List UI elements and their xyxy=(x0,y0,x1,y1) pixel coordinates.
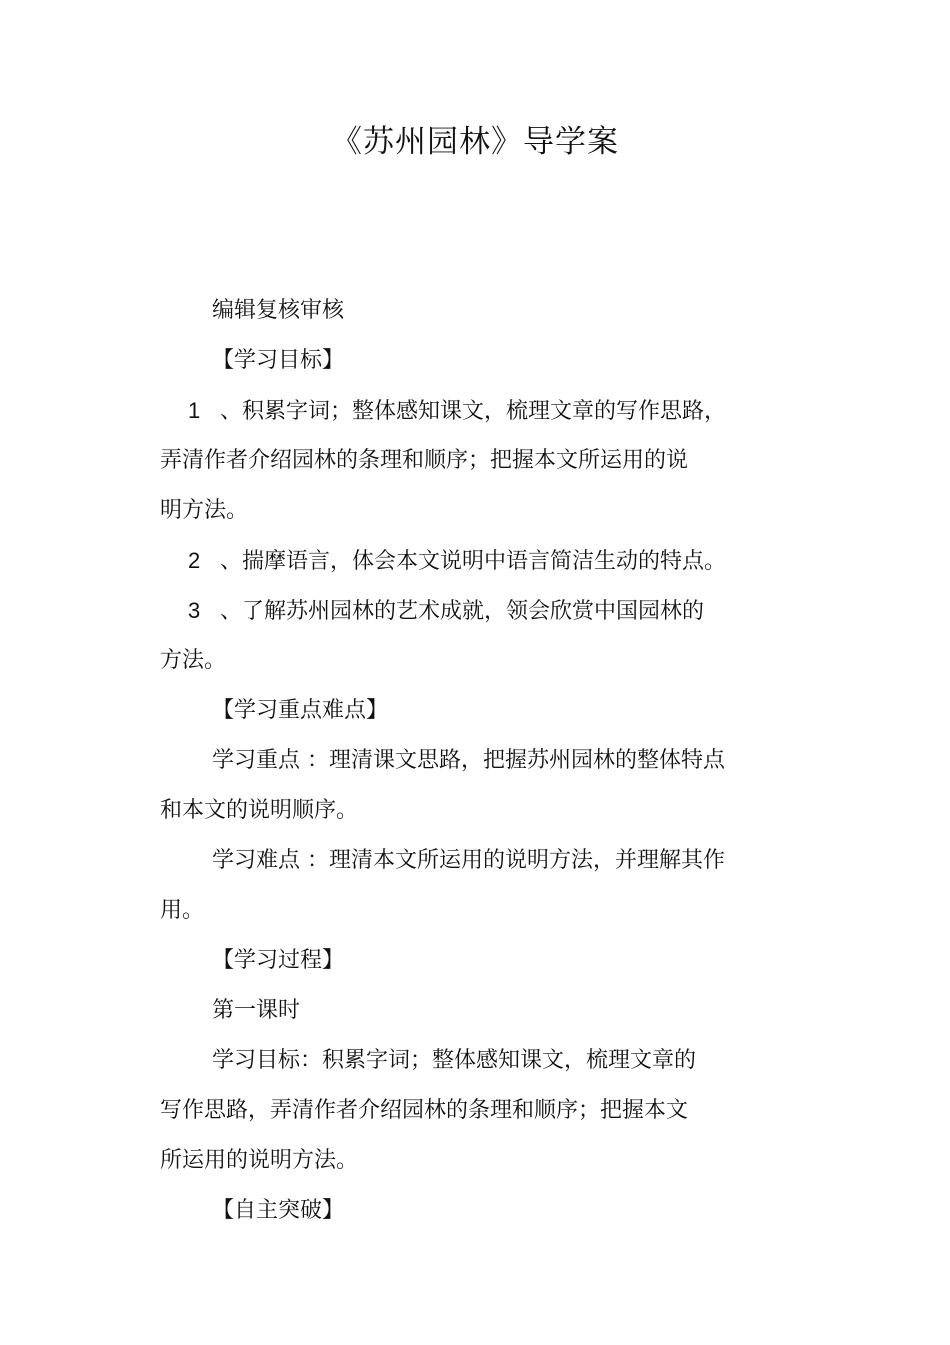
difficulty-line-2: 用。 xyxy=(160,898,205,923)
lesson-goal-line-1: 学习目标：积累字词；整体感知课文，梳理文章的 xyxy=(212,1048,697,1073)
section-heading-process: 【学习过程】 xyxy=(212,948,345,973)
document-title: 《苏州园林》导学案 xyxy=(331,124,619,160)
key-point-line-1: 学习重点 ：理清课文思路，把握苏州园林的整体特点 xyxy=(212,748,725,773)
objective-3-line-1 xyxy=(160,596,704,627)
objective-1-line-3: 明方法。 xyxy=(160,498,249,523)
objective-1-line-2: 弄清作者介绍园林的条理和顺序；把握本文所运用的说 xyxy=(160,448,689,473)
section-heading-key-points: 【学习重点难点】 xyxy=(212,698,389,723)
objective-2-number: 2 xyxy=(188,548,201,573)
key-point-line-2: 和本文的说明顺序。 xyxy=(160,798,359,823)
lesson-goal-line-2: 写作思路，弄清作者介绍园林的条理和顺序；把握本文 xyxy=(160,1098,689,1123)
lesson-one-heading: 第一课时 xyxy=(212,998,301,1023)
objective-1-text: 、积累字词；整体感知课文，梳理文章的写作思路， xyxy=(220,399,727,424)
section-heading-self-study: 【自主突破】 xyxy=(212,1198,345,1223)
lesson-goal-line-3: 所运用的说明方法。 xyxy=(160,1148,359,1173)
section-heading-objectives: 【学习目标】 xyxy=(212,348,345,373)
objective-2-line-1 xyxy=(160,546,726,577)
difficulty-line-1: 学习难点 ：理清本文所运用的说明方法，并理解其作 xyxy=(212,848,725,873)
objective-1-number: 1 xyxy=(188,398,201,423)
objective-3-number: 3 xyxy=(188,598,201,623)
objective-1-line-1 xyxy=(160,396,726,427)
objective-3-text: 、了解苏州园林的艺术成就，领会欣赏中国园林的 xyxy=(220,599,705,624)
objective-2-text: 、揣摩语言，体会本文说明中语言简洁生动的特点。 xyxy=(220,549,727,574)
editor-line: 编辑复核审核 xyxy=(212,298,345,323)
objective-3-line-2: 方法。 xyxy=(160,648,227,673)
